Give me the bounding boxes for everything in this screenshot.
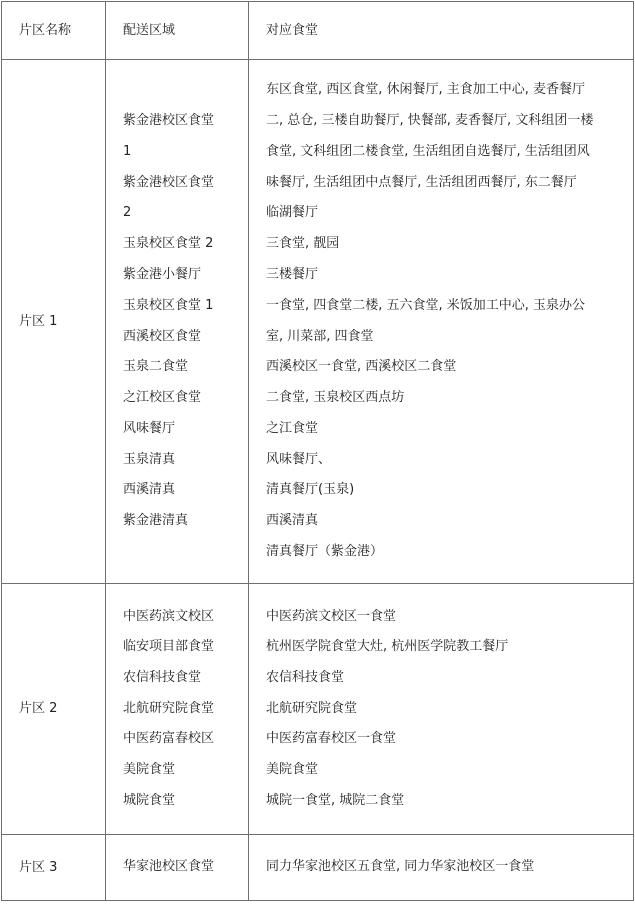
zone-1-areas-cell: [106, 60, 249, 584]
zone-1-canteens-cell: [249, 60, 634, 584]
zone-3-canteen-list: [266, 852, 633, 883]
list-item: 同力华家池校区五食堂, 同力华家池校区一食堂: [266, 859, 535, 875]
list-item: 2: [123, 205, 132, 221]
header-zone-name: 片区名称: [19, 22, 72, 38]
list-item: 之江食堂: [266, 420, 319, 436]
list-item: 临安项目部食堂: [123, 639, 215, 655]
header-delivery-area: 配送区域: [123, 22, 176, 38]
list-item: 城院一食堂, 城院二食堂: [266, 792, 405, 808]
zone-1-area-list: [123, 106, 248, 537]
list-item: 杭州医学院食堂大灶, 杭州医学院教工餐厅: [266, 639, 509, 655]
zone-2-canteen-list: [266, 602, 633, 817]
list-item: 城院食堂: [123, 792, 176, 808]
zone-3-name-cell: [2, 835, 106, 901]
header-cell-zone-name: [2, 2, 106, 60]
zone-2-name: 片区 2: [19, 701, 58, 716]
list-item: 农信科技食堂: [123, 669, 202, 685]
list-item: 紫金港校区食堂: [123, 112, 215, 128]
list-item: 西溪校区一食堂, 西溪校区二食堂: [266, 359, 457, 375]
list-item: 玉泉校区食堂 1: [123, 297, 214, 313]
list-item: 玉泉校区食堂 2: [123, 236, 214, 252]
zone-1-name-cell: [2, 60, 106, 584]
list-item: 1: [123, 143, 132, 159]
list-item: 二, 总仓, 三楼自助餐厅, 快餐部, 麦香餐厅, 文科组团一楼: [266, 112, 594, 128]
header-canteens: 对应食堂: [266, 22, 319, 38]
zone-2-name-cell: [2, 584, 106, 835]
list-item: 紫金港清真: [123, 513, 189, 529]
list-item: 风味餐厅、: [266, 451, 332, 467]
list-item: 三食堂, 靓园: [266, 236, 340, 252]
list-item: 华家池校区食堂: [123, 859, 215, 875]
list-item: 西溪校区食堂: [123, 328, 202, 344]
list-item: 美院食堂: [123, 762, 176, 778]
list-item: 紫金港校区食堂: [123, 174, 215, 190]
list-item: 之江校区食堂: [123, 390, 202, 406]
list-item: 北航研究院食堂: [266, 700, 358, 716]
canteen-zone-table: [1, 1, 634, 901]
table-header-row: [2, 2, 634, 60]
list-item: 中医药富春校区一食堂: [266, 731, 397, 747]
list-item: 临湖餐厅: [266, 205, 319, 221]
zone-2-canteens-cell: [249, 584, 634, 835]
list-item: 一食堂, 四食堂二楼, 五六食堂, 米饭加工中心, 玉泉办公: [266, 297, 586, 313]
zone-2-areas-cell: [106, 584, 249, 835]
list-item: 食堂, 文科组团二楼食堂, 生活组团自选餐厅, 生活组团风: [266, 143, 590, 159]
list-item: 紫金港小餐厅: [123, 266, 202, 282]
list-item: 清真餐厅(玉泉): [266, 482, 355, 498]
list-item: 西溪清真: [123, 482, 176, 498]
zone-3-area-list: [123, 852, 248, 883]
table-row-zone-1: [2, 60, 634, 584]
list-item: 东区食堂, 西区食堂, 休闲餐厅, 主食加工中心, 麦香餐厅: [266, 82, 586, 98]
list-item: 中医药滨文校区一食堂: [266, 608, 397, 624]
list-item: 西溪清真: [266, 513, 319, 529]
list-item: 玉泉二食堂: [123, 359, 189, 375]
list-item: 三楼餐厅: [266, 266, 319, 282]
list-item: 中医药富春校区: [123, 731, 215, 747]
table-row-zone-3: [2, 835, 634, 901]
list-item: 玉泉清真: [123, 451, 176, 467]
list-item: 中医药滨文校区: [123, 608, 215, 624]
list-item: 味餐厅, 生活组团中点餐厅, 生活组团西餐厅, 东二餐厅: [266, 174, 577, 190]
list-item: 二食堂, 玉泉校区西点坊: [266, 390, 405, 406]
header-cell-delivery-area: [106, 2, 249, 60]
list-item: 室, 川菜部, 四食堂: [266, 328, 374, 344]
zone-1-name: 片区 1: [19, 313, 58, 329]
list-item: 北航研究院食堂: [123, 700, 215, 716]
table-row-zone-2: [2, 584, 634, 835]
zone-3-canteens-cell: [249, 835, 634, 901]
zone-3-areas-cell: [106, 835, 249, 901]
header-cell-canteens: [249, 2, 634, 60]
list-item: 清真餐厅（紫金港）: [266, 544, 384, 560]
zone-2-area-list: [123, 602, 248, 817]
zone-1-canteen-list: [266, 75, 633, 568]
list-item: 农信科技食堂: [266, 669, 345, 685]
zone-3-name: 片区 3: [19, 859, 58, 875]
list-item: 美院食堂: [266, 762, 319, 778]
list-item: 风味餐厅: [123, 420, 176, 436]
